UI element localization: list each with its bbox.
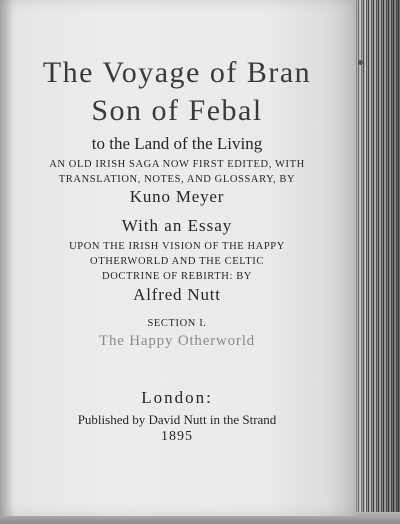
section-title: The Happy Otherworld	[99, 333, 255, 349]
page-mark	[358, 60, 363, 65]
publication-year: 1895	[161, 429, 193, 444]
title-line-2: Son of Febal	[91, 94, 263, 127]
section-label: SECTION I.	[147, 318, 207, 329]
essay-description-line-2: OTHERWORLD AND THE CELTIC	[90, 256, 264, 267]
essayist-name: Alfred Nutt	[133, 285, 221, 304]
page-fore-edge	[350, 0, 400, 524]
essay-description-line-3: DOCTRINE OF REBIRTH: BY	[102, 271, 252, 282]
essay-heading: With an Essay	[121, 216, 233, 235]
description-line-1: AN OLD IRISH SAGA NOW FIRST EDITED, WITH	[49, 159, 305, 170]
title-line-1: The Voyage of Bran	[42, 56, 312, 89]
publication-place: London:	[141, 388, 213, 407]
description-line-2: TRANSLATION, NOTES, AND GLOSSARY, BY	[58, 174, 296, 185]
subtitle: to the Land of the Living	[91, 134, 263, 153]
essay-description-line-1: UPON THE IRISH VISION OF THE HAPPY	[69, 241, 285, 252]
editor-name: Kuno Meyer	[129, 187, 225, 206]
publisher-line: Published by David Nutt in the Strand	[77, 412, 277, 427]
